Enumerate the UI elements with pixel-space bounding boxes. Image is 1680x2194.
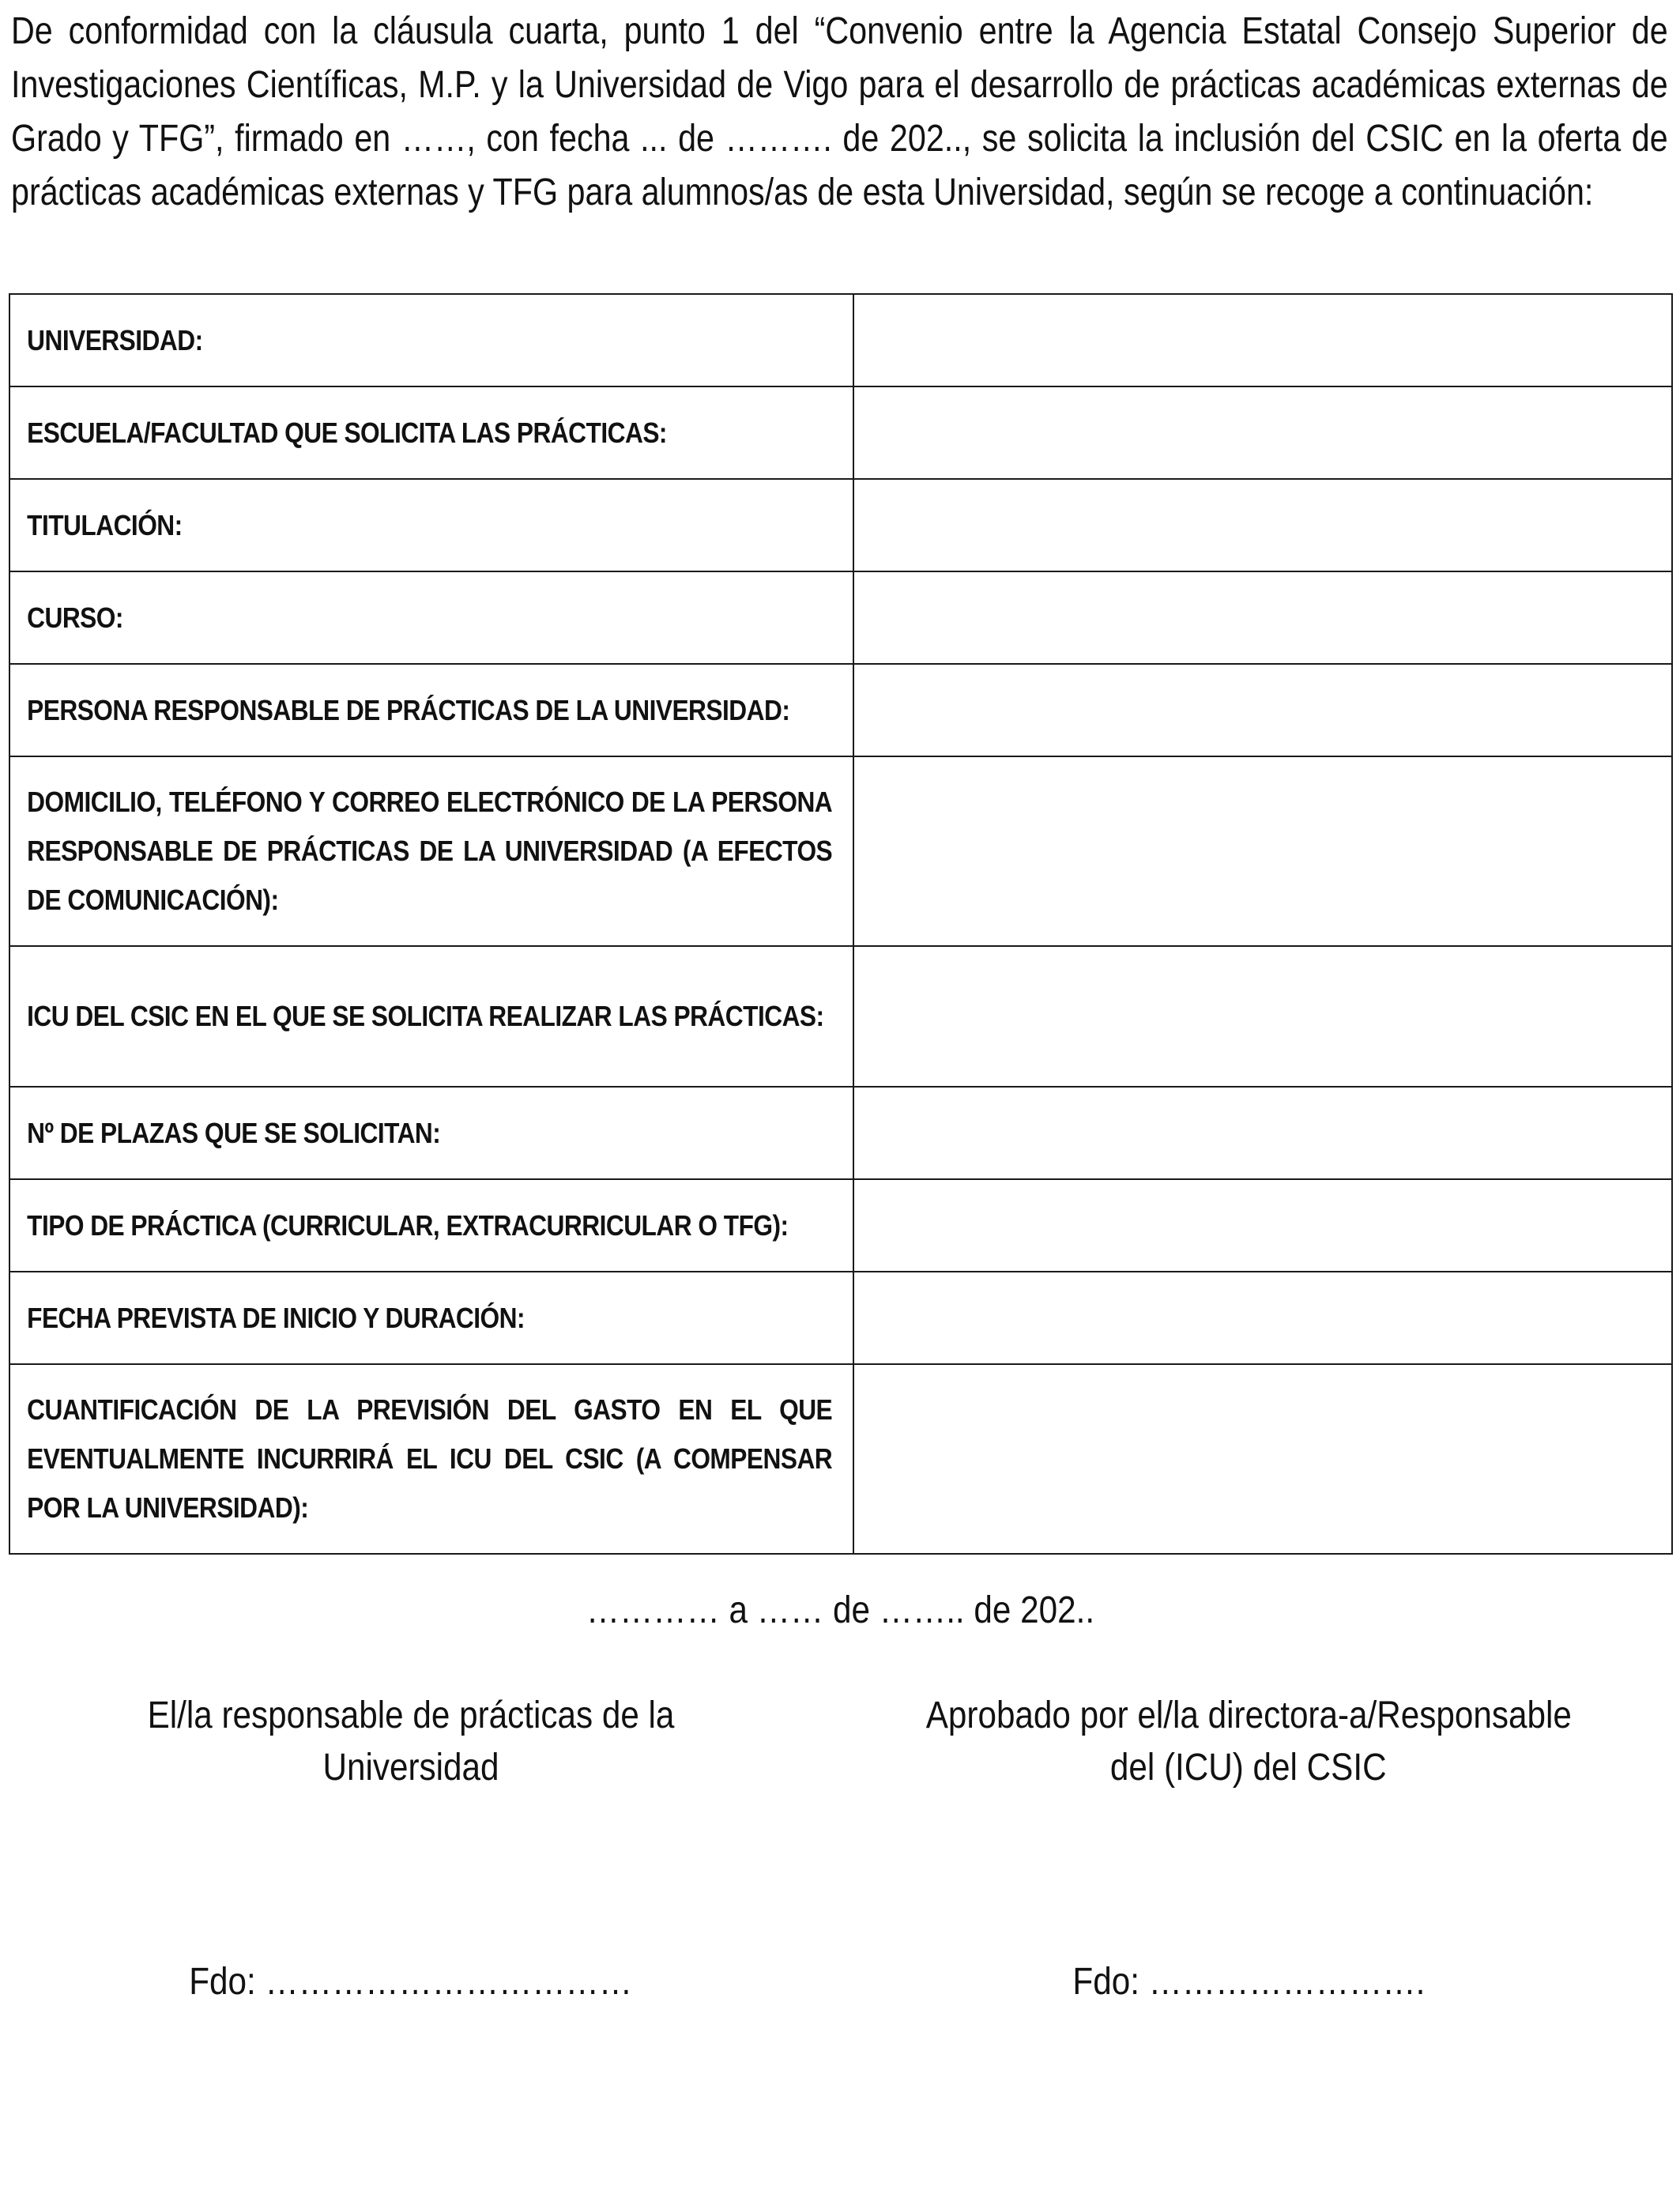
field-value-fecha-inicio[interactable] — [853, 1272, 1672, 1364]
signature-left-fdo-text: Fdo: …………………………… — [189, 1961, 633, 2003]
signature-right-title — [869, 1690, 1628, 1794]
field-label: TITULACIÓN: — [27, 508, 183, 541]
field-value-cuantificacion-gasto[interactable] — [853, 1364, 1672, 1554]
field-value-domicilio-contacto[interactable] — [853, 756, 1672, 946]
field-label: ESCUELA/FACULTAD QUE SOLICITA LAS PRÁCTICAS: — [27, 416, 667, 449]
form-row-fecha-inicio — [9, 1272, 1672, 1364]
field-value-titulacion[interactable] — [853, 479, 1672, 571]
field-label: PERSONA RESPONSABLE DE PRÁCTICAS DE LA UNIVERSIDAD: — [27, 693, 790, 726]
form-row-tipo-practica — [9, 1179, 1672, 1272]
field-label: CUANTIFICACIÓN DE LA PREVISIÓN DEL GASTO EN EL QUE EVENTUALMENTE INCURRIRÁ EL ICU DEL CSIC (A COMPENSAR POR LA UNIVERSIDAD): — [27, 1393, 833, 1524]
field-label: UNIVERSIDAD: — [27, 323, 203, 356]
field-value-escuela-facultad[interactable] — [853, 386, 1672, 479]
form-row-numero-plazas — [9, 1087, 1672, 1179]
place-date-line — [0, 1587, 1680, 1634]
field-value-numero-plazas[interactable] — [853, 1087, 1672, 1179]
field-label: ICU DEL CSIC EN EL QUE SE SOLICITA REALIZAR LAS PRÁCTICAS: — [27, 1000, 824, 1032]
signature-left-fdo — [0, 1958, 822, 2006]
field-label: CURSO: — [27, 601, 123, 634]
signature-right-fdo — [869, 1958, 1628, 2006]
signature-left-title — [32, 1690, 790, 1794]
signature-right-fdo-text: Fdo: ……………………. — [1072, 1961, 1425, 2003]
form-row-universidad — [9, 294, 1672, 386]
form-row-titulacion — [9, 479, 1672, 571]
place-date-text: ………… a …… de …….. de 202.. — [586, 1589, 1094, 1631]
request-form-table — [9, 293, 1673, 1555]
form-row-escuela-facultad — [9, 386, 1672, 479]
field-label: Nº DE PLAZAS QUE SE SOLICITAN: — [27, 1116, 441, 1149]
signature-right-title-line2: del (ICU) del CSIC — [1110, 1747, 1387, 1789]
field-label: TIPO DE PRÁCTICA (CURRICULAR, EXTRACURRICULAR O TFG): — [27, 1208, 789, 1242]
field-value-persona-responsable[interactable] — [853, 664, 1672, 756]
form-row-curso — [9, 571, 1672, 664]
form-row-persona-responsable — [9, 664, 1672, 756]
field-label: DOMICILIO, TELÉFONO Y CORREO ELECTRÓNICO DE LA PERSONA RESPONSABLE DE PRÁCTICAS DE LA UNIVERSIDAD (A EFECTOS DE COMUNICACIÓN): — [27, 786, 833, 916]
intro-paragraph: De conformidad con la cláusula cuarta, punto 1 del “Convenio entre la Agencia Estatal Consejo Superior de Investigaciones Científicas, M.P. y la Universidad de Vigo para el desarrollo de prácticas académicas externas de Grado y TFG”, firmado en ……, con fecha ... de ………. de 202.., se solicita la inclusión del CSIC en la oferta de prácticas académicas externas y TFG para alumnos/as de esta Universidad, según se recoge a continuación: — [11, 10, 1668, 213]
signature-right-title-line1: Aprobado por el/la directora-a/Responsable — [925, 1695, 1572, 1736]
field-value-universidad[interactable] — [853, 294, 1672, 386]
form-row-cuantificacion-gasto — [9, 1364, 1672, 1554]
field-value-tipo-practica[interactable] — [853, 1179, 1672, 1272]
field-value-curso[interactable] — [853, 571, 1672, 664]
form-row-domicilio-contacto — [9, 756, 1672, 946]
field-value-icu-csic[interactable] — [853, 946, 1672, 1087]
field-label: FECHA PREVISTA DE INICIO Y DURACIÓN: — [27, 1301, 525, 1334]
signature-left-title-text: El/la responsable de prácticas de la Universidad — [147, 1695, 675, 1789]
form-row-icu-csic — [9, 946, 1672, 1087]
